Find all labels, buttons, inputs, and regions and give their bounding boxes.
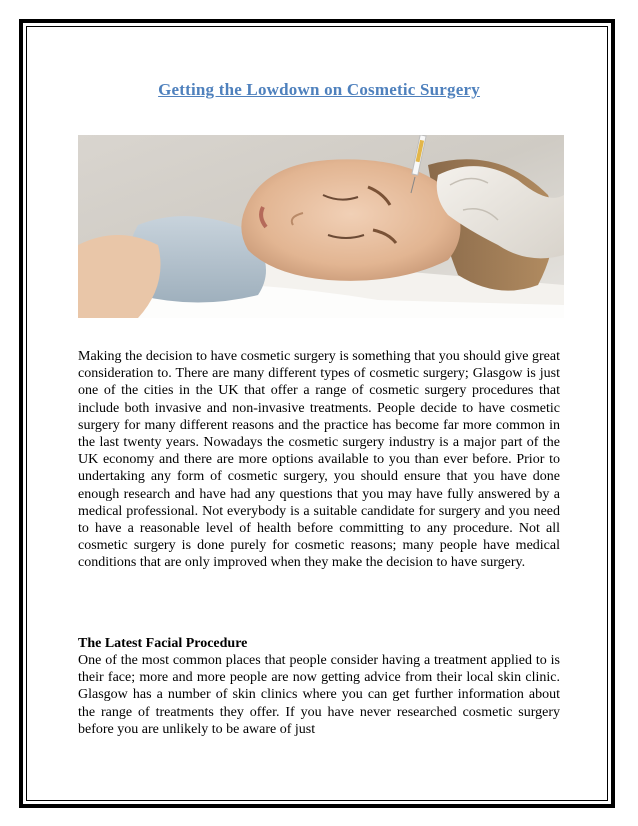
intro-paragraph: Making the decision to have cosmetic surgery is something that you should give great consideration to. There are many different types of cosmetic surgery; Glasgow is just one of the cities in the UK that offer a range of cosmetic surgery procedures that include both invasive and non-invasive treatments. People decide to have cosmetic surgery for many different reasons and the practice has become far more common in the last twenty years. Nowadays the cosmetic surgery industry is a major part of the UK economy and there are more options available to you than ever before. Prior to undertaking any form of cosmetic surgery, you should ensure that you have done enough research and have had any questions that you may have fully answered by a medical professional. Not everybody is a suitable candidate for surgery and you need to have a reasonable level of health before committing to any procedure. Not all cosmetic surgery is done purely for cosmetic reasons; many people have medical conditions that are only improved when they make the decision to have surgery. xyxy=(78,349,560,571)
section-paragraph: One of the most common places that people consider having a treatment applied to is their face; more and more people are now getting advice from their local skin clinic. Glasgow has a number of skin clinics where you can get further information about the range of treatments they offer. If you have never researched cosmetic surgery before you are unlikely to be aware of just xyxy=(78,653,560,737)
page-title: Getting the Lowdown on Cosmetic Surgery xyxy=(158,80,480,99)
hero-image xyxy=(78,135,564,318)
facial-treatment-photo-icon xyxy=(78,135,564,318)
section-heading: The Latest Facial Procedure xyxy=(78,636,248,651)
